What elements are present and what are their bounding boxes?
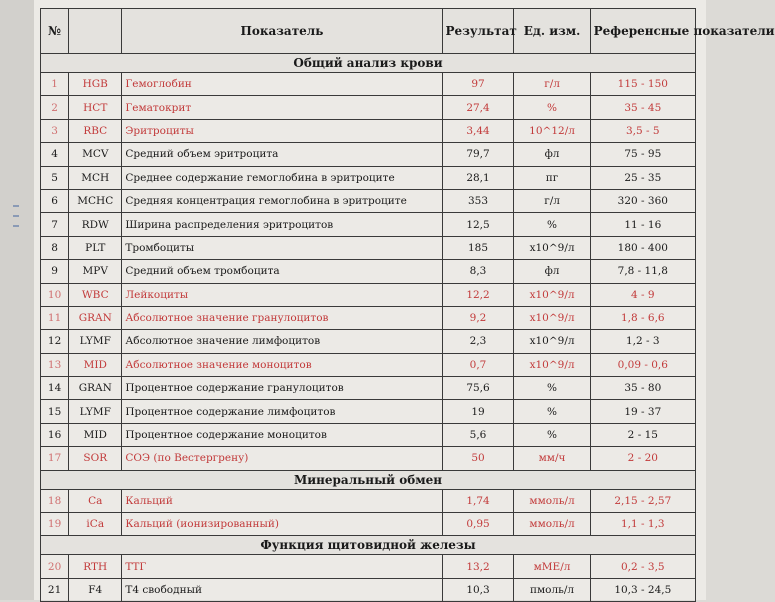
- cell-result: 185: [442, 236, 514, 259]
- cell-unit: %: [514, 96, 590, 119]
- cell-result: 19: [442, 400, 514, 423]
- cell-code: GRAN: [69, 377, 122, 400]
- cell-name: Тромбоциты: [122, 236, 442, 259]
- lab-results-table: [40, 8, 775, 602]
- cell-num: 10: [41, 283, 69, 306]
- cell-code: MID: [69, 423, 122, 446]
- cell-name: Ширина распределения эритроцитов: [122, 213, 442, 236]
- cell-ref: 25 - 35: [590, 166, 695, 189]
- table-row: [41, 377, 696, 400]
- cell-unit: г/л: [514, 73, 590, 96]
- table-row: [41, 189, 696, 212]
- cell-unit: ммоль/л: [514, 513, 590, 536]
- cell-unit: пмоль/л: [514, 578, 590, 601]
- cell-unit: 10^12/л: [514, 119, 590, 142]
- cell-name: Средний объем тромбоцита: [122, 260, 442, 283]
- table-row: [41, 400, 696, 423]
- cell-ref: 7,8 - 11,8: [590, 260, 695, 283]
- cell-name: Абсолютное значение моноцитов: [122, 353, 442, 376]
- cell-ref: 35 - 80: [590, 377, 695, 400]
- table-row: [41, 260, 696, 283]
- cell-unit: x10^9/л: [514, 236, 590, 259]
- cell-code: PLT: [69, 236, 122, 259]
- cell-name: Средний объем эритроцита: [122, 143, 442, 166]
- margin-marker: [13, 205, 19, 207]
- cell-result: 8,3: [442, 260, 514, 283]
- cell-unit: x10^9/л: [514, 330, 590, 353]
- table-row: [41, 96, 696, 119]
- left-margin: [0, 0, 34, 600]
- table-row: [41, 423, 696, 446]
- cell-ref: 320 - 360: [590, 189, 695, 212]
- cell-num: 5: [41, 166, 69, 189]
- cell-ref: 1,1 - 1,3: [590, 513, 695, 536]
- section-title: Функция щитовидной железы: [41, 536, 696, 555]
- cell-unit: фл: [514, 143, 590, 166]
- table-row: [41, 166, 696, 189]
- cell-result: 12,5: [442, 213, 514, 236]
- section-header-row: [41, 54, 696, 73]
- cell-code: HGB: [69, 73, 122, 96]
- cell-result: 353: [442, 189, 514, 212]
- section-title: Минеральный обмен: [41, 470, 696, 489]
- cell-ref: 2 - 15: [590, 423, 695, 446]
- table-row: [41, 353, 696, 376]
- cell-ref: 35 - 45: [590, 96, 695, 119]
- cell-result: 1,74: [442, 489, 514, 512]
- cell-code: LYMF: [69, 400, 122, 423]
- cell-num: 21: [41, 578, 69, 601]
- cell-result: 0,95: [442, 513, 514, 536]
- cell-name: Кальций: [122, 489, 442, 512]
- table-row: [41, 489, 696, 512]
- cell-code: Ca: [69, 489, 122, 512]
- cell-num: 6: [41, 189, 69, 212]
- cell-num: 19: [41, 513, 69, 536]
- cell-name: Абсолютное значение лимфоцитов: [122, 330, 442, 353]
- cell-unit: %: [514, 377, 590, 400]
- cell-code: LYMF: [69, 330, 122, 353]
- table-row: [41, 119, 696, 142]
- cell-code: MCV: [69, 143, 122, 166]
- cell-ref: 11 - 16: [590, 213, 695, 236]
- cell-num: 12: [41, 330, 69, 353]
- cell-num: 17: [41, 447, 69, 470]
- header-indicator: Показатель: [122, 9, 442, 54]
- table-row: [41, 283, 696, 306]
- cell-name: Средняя концентрация гемоглобина в эритроците: [122, 189, 442, 212]
- section-header-row: [41, 470, 696, 489]
- cell-code: MCH: [69, 166, 122, 189]
- cell-num: 3: [41, 119, 69, 142]
- cell-num: 20: [41, 555, 69, 578]
- header-result: Результат: [442, 9, 514, 54]
- cell-unit: мм/ч: [514, 447, 590, 470]
- cell-ref: 75 - 95: [590, 143, 695, 166]
- cell-unit: x10^9/л: [514, 283, 590, 306]
- cell-num: 7: [41, 213, 69, 236]
- cell-name: ТТГ: [122, 555, 442, 578]
- cell-ref: 115 - 150: [590, 73, 695, 96]
- cell-num: 4: [41, 143, 69, 166]
- table-row: [41, 73, 696, 96]
- cell-unit: x10^9/л: [514, 306, 590, 329]
- cell-ref: 19 - 37: [590, 400, 695, 423]
- cell-name: Эритроциты: [122, 119, 442, 142]
- cell-code: RDW: [69, 213, 122, 236]
- section-title: Общий анализ крови: [41, 54, 696, 73]
- cell-code: iCa: [69, 513, 122, 536]
- cell-ref: 2,15 - 2,57: [590, 489, 695, 512]
- table-row: [41, 555, 696, 578]
- table-row: [41, 143, 696, 166]
- cell-result: 0,7: [442, 353, 514, 376]
- cell-ref: 1,2 - 3: [590, 330, 695, 353]
- margin-marker: [13, 225, 19, 227]
- cell-name: Процентное содержание моноцитов: [122, 423, 442, 446]
- cell-name: СОЭ (по Вестергрену): [122, 447, 442, 470]
- cell-name: Процентное содержание гранулоцитов: [122, 377, 442, 400]
- cell-result: 79,7: [442, 143, 514, 166]
- cell-result: 50: [442, 447, 514, 470]
- header-code: [69, 9, 122, 54]
- cell-num: 8: [41, 236, 69, 259]
- cell-num: 9: [41, 260, 69, 283]
- cell-name: Гематокрит: [122, 96, 442, 119]
- cell-unit: пг: [514, 166, 590, 189]
- cell-name: Среднее содержание гемоглобина в эритроците: [122, 166, 442, 189]
- cell-unit: %: [514, 400, 590, 423]
- section-header-row: [41, 536, 696, 555]
- cell-num: 18: [41, 489, 69, 512]
- cell-num: 15: [41, 400, 69, 423]
- cell-num: 11: [41, 306, 69, 329]
- cell-result: 12,2: [442, 283, 514, 306]
- cell-ref: 180 - 400: [590, 236, 695, 259]
- cell-code: RBC: [69, 119, 122, 142]
- table-row: [41, 236, 696, 259]
- header-reference: Референсные показатели: [590, 9, 695, 54]
- cell-code: WBC: [69, 283, 122, 306]
- margin-marker: [13, 215, 19, 217]
- cell-unit: %: [514, 423, 590, 446]
- header-unit: Ед. изм.: [514, 9, 590, 54]
- cell-result: 13,2: [442, 555, 514, 578]
- cell-result: 10,3: [442, 578, 514, 601]
- cell-result: 3,44: [442, 119, 514, 142]
- cell-unit: мМЕ/л: [514, 555, 590, 578]
- cell-ref: 0,09 - 0,6: [590, 353, 695, 376]
- cell-ref: 4 - 9: [590, 283, 695, 306]
- cell-code: MPV: [69, 260, 122, 283]
- header-num: №: [41, 9, 69, 54]
- cell-result: 27,4: [442, 96, 514, 119]
- cell-result: 75,6: [442, 377, 514, 400]
- table-row: [41, 213, 696, 236]
- cell-result: 28,1: [442, 166, 514, 189]
- cell-result: 5,6: [442, 423, 514, 446]
- cell-ref: 1,8 - 6,6: [590, 306, 695, 329]
- cell-ref: 0,2 - 3,5: [590, 555, 695, 578]
- cell-ref: 3,5 - 5: [590, 119, 695, 142]
- cell-num: 13: [41, 353, 69, 376]
- cell-name: Гемоглобин: [122, 73, 442, 96]
- cell-ref: 2 - 20: [590, 447, 695, 470]
- cell-code: MCHC: [69, 189, 122, 212]
- cell-result: 2,3: [442, 330, 514, 353]
- cell-code: SOR: [69, 447, 122, 470]
- cell-unit: фл: [514, 260, 590, 283]
- cell-code: F4: [69, 578, 122, 601]
- cell-code: HCT: [69, 96, 122, 119]
- cell-unit: %: [514, 213, 590, 236]
- cell-ref: 10,3 - 24,5: [590, 578, 695, 601]
- cell-num: 16: [41, 423, 69, 446]
- cell-code: MID: [69, 353, 122, 376]
- cell-unit: ммоль/л: [514, 489, 590, 512]
- cell-num: 2: [41, 96, 69, 119]
- table-row: [41, 447, 696, 470]
- cell-name: Кальций (ионизированный): [122, 513, 442, 536]
- cell-name: Т4 свободный: [122, 578, 442, 601]
- cell-name: Лейкоциты: [122, 283, 442, 306]
- table-row: [41, 578, 696, 601]
- cell-code: GRAN: [69, 306, 122, 329]
- table-body: [41, 54, 696, 602]
- table-row: [41, 330, 696, 353]
- cell-num: 1: [41, 73, 69, 96]
- cell-name: Процентное содержание лимфоцитов: [122, 400, 442, 423]
- cell-result: 97: [442, 73, 514, 96]
- cell-num: 14: [41, 377, 69, 400]
- table-row: [41, 513, 696, 536]
- table-header-row: [41, 9, 696, 54]
- cell-unit: г/л: [514, 189, 590, 212]
- cell-code: RTH: [69, 555, 122, 578]
- cell-result: 9,2: [442, 306, 514, 329]
- cell-unit: x10^9/л: [514, 353, 590, 376]
- cell-name: Абсолютное значение гранулоцитов: [122, 306, 442, 329]
- table-row: [41, 306, 696, 329]
